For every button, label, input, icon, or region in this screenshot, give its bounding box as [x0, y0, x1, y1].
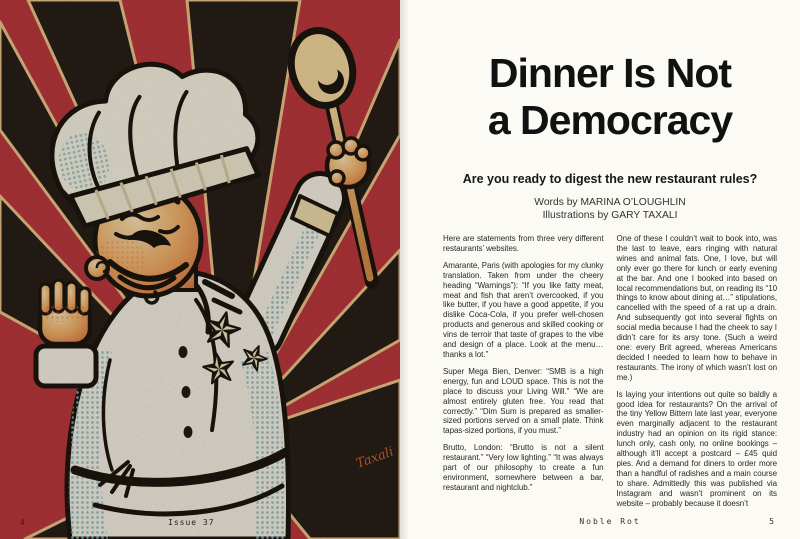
page-right — [400, 0, 800, 539]
page-number-left: 4 — [20, 518, 26, 527]
byline-illustrations: Illustrations by GARY TAXALI — [542, 209, 678, 221]
page-footer — [443, 517, 777, 527]
issue-label: Issue 37 — [168, 518, 215, 527]
artist-signature: Taxali — [354, 444, 396, 472]
article-title — [443, 50, 777, 144]
byline-words: Words by MARINA O’LOUGHLIN — [534, 197, 686, 208]
article-column-1 — [443, 234, 604, 515]
paragraph: Is laying your intentions out quite so baldly a good idea for restaurants? On the arrival of the tiny Yellow Bittern late last year, everyone even marginally adjacent to the restaurant industry had an opinion on its rigid stance: lunch only, cash only, no online bookings – although it’ll accept a postcard – £45 quid pies. And a demand for diners to order more than a handful of radishes and a main course to share. Admittedly this was published via Instagram and wasn’t prominent on its website – probably because it doesn’t — [616, 389, 777, 508]
article-column-2 — [617, 234, 778, 515]
title-line-2: a Democracy — [487, 97, 733, 143]
paragraph: Super Mega Bien, Denver: “SMB is a high energy, fun and LOUD space. This is not the place to discuss your Living Will.” “We are almost entirely gluten free. You read that correctly.” “Dim Sum is prepared as smaller-sized portions served on a small plate. Think tapas-sized portions, if you must.” — [443, 366, 604, 436]
paragraph: Brutto, London: “Brutto is not a silent restaurant.” “Very low lighting.” “It was always part of our philosophy to create a fun environment, somewhere between a bar, restaurant and nightclub.” — [443, 443, 604, 492]
paragraph: Here are statements from three very different restaurants’ websites. — [443, 234, 604, 253]
article-columns — [443, 234, 777, 515]
title-line-1: Dinner Is Not — [488, 50, 732, 96]
standfirst: Are you ready to digest the new restaurant rules? — [462, 172, 758, 186]
page-number-right: 5 — [769, 517, 775, 526]
byline — [443, 197, 777, 222]
paragraph: Amarante, Paris (with apologies for my clunky translation. Taken from under the cheery heading “Warnings”): “If you like fatty meat, meat and fish that aren’t overcooked, if you like butter, if you have a good appetite, if you dislike Coca-Cola, if you prefer well-chosen products and generous and skilled cooking or vins de terroir that taste of grapes to the vibe and design of a place. Look at the menu… thanks a lot.” — [443, 260, 604, 359]
magazine-name: Noble Rot — [579, 517, 641, 526]
paragraph: One of these I couldn’t wait to book into, was the last to leave, ears ringing with natural wines and animal fats. One, I love, but will only ever go there for lunch or early evening at the bar. And one I booked into based on local recommendations but, on reading its “10 things to know about dining at…” stipulations, cancelled with the speed of a rat up a drain. And subsequently got into several fights on social media because I had the cheek to say I didn’t care for its arsy tone. (Such a weird one: every Brit agreed, whereas Americans decided I needed to learn how to behave in restaurants. The irony of which wasn’t lost on me.) — [616, 234, 777, 382]
